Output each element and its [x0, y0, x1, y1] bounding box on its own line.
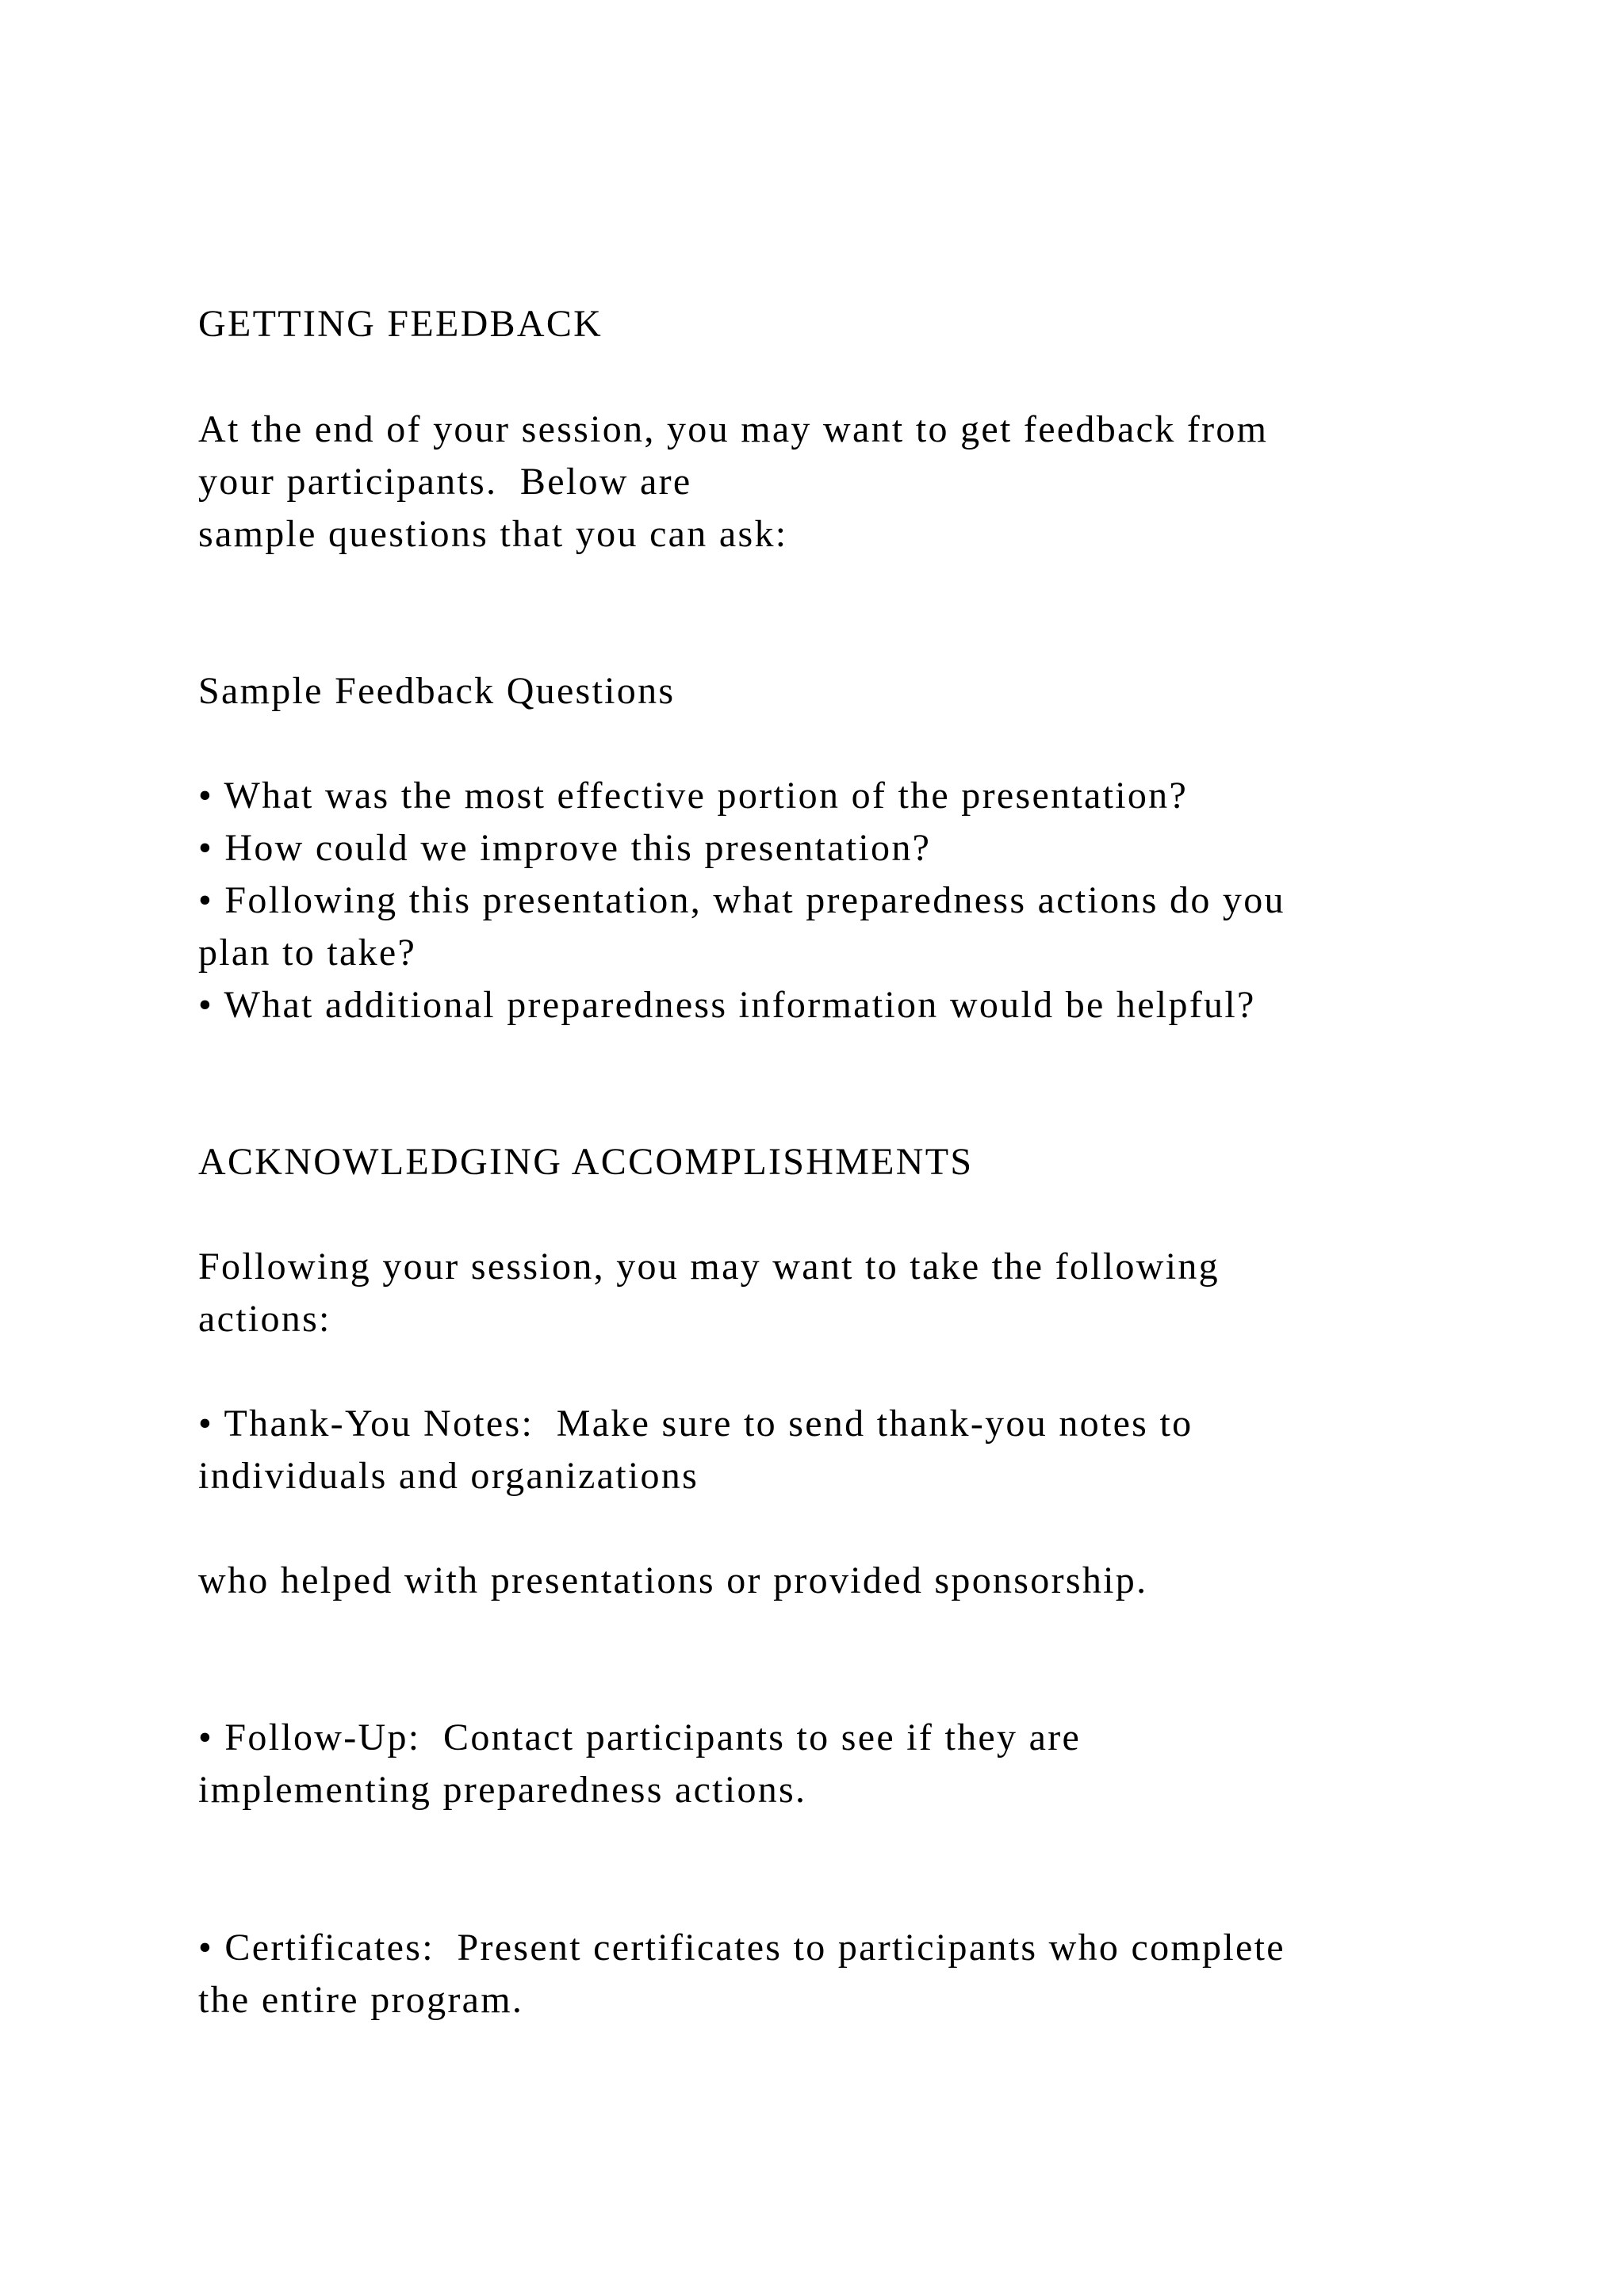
- certificates-line-2: the entire program.: [198, 1979, 524, 2021]
- question-line-2: • How could we improve this presentation?: [198, 827, 932, 869]
- follow-up-line-1: • Follow-Up: Contact participants to see if they are: [198, 1716, 1082, 1758]
- intro-line-3: sample questions that you can ask:: [198, 513, 788, 555]
- question-line-3: • Following this presentation, what preparedness actions do you: [198, 879, 1285, 921]
- thank-you-notes-line-1: • Thank-You Notes: Make sure to send thank-you notes to: [198, 1402, 1193, 1445]
- certificates-line-1: • Certificates: Present certificates to participants who complete: [198, 1927, 1285, 1969]
- accomplishments-intro-line-2: actions:: [198, 1298, 331, 1340]
- follow-up-line-2: implementing preparedness actions.: [198, 1769, 807, 1811]
- question-line-5: • What additional preparedness information would be helpful?: [198, 984, 1256, 1026]
- thank-you-notes-line-3: who helped with presentations or provided sponsorship.: [198, 1559, 1148, 1601]
- intro-line-1: At the end of your session, you may want to get feedback from: [198, 408, 1269, 450]
- heading-getting-feedback: GETTING FEEDBACK: [198, 303, 603, 345]
- heading-acknowledging-accomplishments: ACKNOWLEDGING ACCOMPLISHMENTS: [198, 1141, 974, 1183]
- question-line-1: • What was the most effective portion of the presentation?: [198, 775, 1189, 817]
- subheading-sample-feedback-questions: Sample Feedback Questions: [198, 670, 676, 712]
- thank-you-notes-line-2: individuals and organizations: [198, 1455, 699, 1497]
- accomplishments-intro-line-1: Following your session, you may want to take the following: [198, 1246, 1220, 1288]
- intro-line-2: your participants. Below are: [198, 461, 692, 503]
- question-line-4: plan to take?: [198, 932, 417, 974]
